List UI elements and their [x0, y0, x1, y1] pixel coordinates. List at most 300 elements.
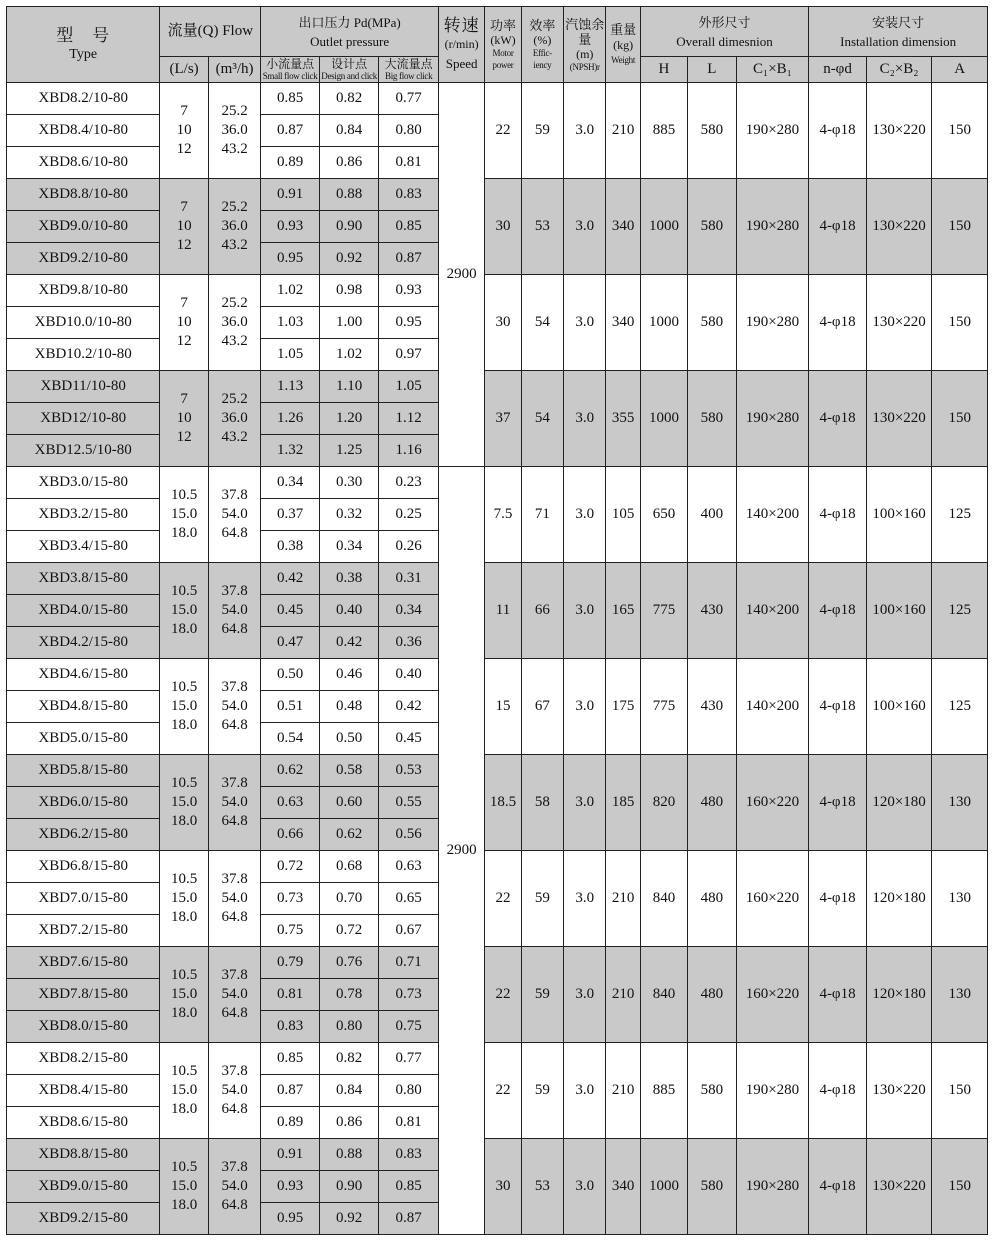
- header-install: [809, 7, 988, 57]
- flow-ls-cell-value: 18.0: [170, 813, 198, 829]
- header-col-c2b2: C₂×B₂: [866, 57, 932, 83]
- pressure-small-cell: 0.81: [261, 979, 320, 1011]
- pressure-small-cell: 0.72: [261, 851, 320, 883]
- flow-m3h-cell: [208, 563, 260, 659]
- eff-cell: 59: [521, 1043, 563, 1139]
- pressure-small-cell: 0.73: [261, 883, 320, 915]
- pressure-design-cell: 1.00: [319, 307, 379, 339]
- flow-m3h-cell-value: 37.8: [221, 1063, 248, 1079]
- flow-m3h-cell-value: 54.0: [221, 1082, 248, 1098]
- pressure-design-cell: 0.82: [319, 83, 379, 115]
- flow-m3h-cell-value: 37.8: [221, 583, 248, 599]
- pressure-big-cell: 0.87: [379, 1203, 439, 1235]
- flow-ls-cell-value: 10: [176, 314, 192, 330]
- pressure-design-cell: 0.82: [319, 1043, 379, 1075]
- flow-ls-cell-value: 12: [176, 333, 192, 349]
- type-cell: XBD7.2/15-80: [7, 915, 160, 947]
- type-cell: XBD8.6/10-80: [7, 147, 160, 179]
- flow-ls-cell-value: 18.0: [170, 717, 198, 733]
- pressure-design-cell: 0.62: [319, 819, 379, 851]
- flow-m3h-cell-value: 25.2: [221, 391, 248, 407]
- pressure-design-cell: 1.02: [319, 339, 379, 371]
- flow-ls-cell-value: 15.0: [170, 1178, 198, 1194]
- header-eff-en1: Effic-: [532, 48, 552, 58]
- pressure-small-cell: 0.93: [261, 211, 320, 243]
- flow-ls-cell-value: 10.5: [170, 583, 198, 599]
- h-cell: 885: [640, 83, 687, 179]
- header-small-en: Small flow click: [262, 70, 318, 81]
- l-cell: 580: [688, 1139, 736, 1235]
- c2b2-cell: 120×180: [866, 947, 932, 1043]
- flow-m3h-cell-value: 43.2: [221, 141, 248, 157]
- pressure-small-cell: 0.85: [261, 1043, 320, 1075]
- flow-ls-cell-value: 10: [176, 218, 192, 234]
- pressure-big-cell: 0.87: [379, 243, 439, 275]
- nphid-cell: 4-φ18: [809, 1139, 867, 1235]
- pressure-small-cell: 1.03: [261, 307, 320, 339]
- eff-cell: 59: [521, 851, 563, 947]
- pressure-big-cell: 0.83: [379, 1139, 439, 1171]
- power-cell: 30: [485, 275, 521, 371]
- type-cell: XBD8.2/15-80: [7, 1043, 160, 1075]
- flow-m3h-cell-value: 36.0: [221, 314, 248, 330]
- pressure-small-cell: 0.91: [261, 179, 320, 211]
- flow-ls-cell: [160, 275, 208, 371]
- type-cell: XBD9.2/10-80: [7, 243, 160, 275]
- type-cell: XBD10.2/10-80: [7, 339, 160, 371]
- weight-cell: 175: [606, 659, 640, 755]
- header-big-zh: 大流量点: [384, 56, 433, 71]
- eff-cell: 58: [521, 755, 563, 851]
- header-col-h: H: [640, 57, 687, 83]
- type-cell: XBD8.8/15-80: [7, 1139, 160, 1171]
- h-cell: 775: [640, 563, 687, 659]
- a-cell: 150: [932, 275, 988, 371]
- flow-ls-cell-value: 15.0: [170, 890, 198, 906]
- a-cell: 130: [932, 851, 988, 947]
- flow-ls-cell: [160, 467, 208, 563]
- header-speed: [438, 7, 484, 83]
- c1b1-cell: 160×220: [736, 755, 809, 851]
- header-type: [7, 7, 160, 83]
- eff-cell: 59: [521, 947, 563, 1043]
- header-speed-en: Speed: [445, 56, 478, 71]
- flow-ls-cell-value: 15.0: [170, 506, 198, 522]
- weight-cell: 340: [606, 179, 640, 275]
- pressure-big-cell: 0.67: [379, 915, 439, 947]
- h-cell: 1000: [640, 179, 687, 275]
- flow-ls-cell-value: 18.0: [170, 525, 198, 541]
- pressure-big-cell: 0.34: [379, 595, 439, 627]
- header-weight-zh: 重量: [610, 22, 637, 37]
- type-cell: XBD6.2/15-80: [7, 819, 160, 851]
- pressure-big-cell: 0.65: [379, 883, 439, 915]
- type-cell: XBD4.2/15-80: [7, 627, 160, 659]
- flow-ls-cell-value: 10.5: [170, 967, 198, 983]
- pressure-design-cell: 0.86: [319, 147, 379, 179]
- flow-ls-cell: [160, 659, 208, 755]
- l-cell: 580: [688, 1043, 736, 1139]
- header-flow-ls: (L/s): [160, 57, 208, 83]
- pressure-big-cell: 1.05: [379, 371, 439, 403]
- flow-ls-cell-value: 12: [176, 141, 192, 157]
- npsh-cell: 3.0: [564, 659, 606, 755]
- pressure-big-cell: 0.42: [379, 691, 439, 723]
- pressure-small-cell: 0.89: [261, 147, 320, 179]
- pressure-big-cell: 0.36: [379, 627, 439, 659]
- type-cell: XBD5.0/15-80: [7, 723, 160, 755]
- a-cell: 150: [932, 179, 988, 275]
- pressure-small-cell: 0.50: [261, 659, 320, 691]
- header-overall-zh: 外形尺寸: [698, 14, 751, 30]
- c1b1-cell: 140×200: [736, 659, 809, 755]
- flow-m3h-cell-value: 43.2: [221, 333, 248, 349]
- flow-ls-cell-value: 10.5: [170, 871, 198, 887]
- a-cell: 150: [932, 1139, 988, 1235]
- a-cell: 150: [932, 83, 988, 179]
- pressure-small-cell: 0.83: [261, 1011, 320, 1043]
- table-row: [7, 83, 988, 115]
- power-cell: 22: [485, 947, 521, 1043]
- table-row: [7, 1043, 988, 1075]
- weight-cell: 340: [606, 275, 640, 371]
- flow-ls-cell: [160, 83, 208, 179]
- flow-m3h-cell: [208, 1043, 260, 1139]
- power-cell: 11: [485, 563, 521, 659]
- eff-cell: 54: [521, 371, 563, 467]
- flow-m3h-cell-value: 37.8: [221, 1159, 248, 1175]
- npsh-cell: 3.0: [564, 1043, 606, 1139]
- flow-ls-cell-value: 15.0: [170, 602, 198, 618]
- l-cell: 480: [688, 947, 736, 1043]
- pressure-design-cell: 1.25: [319, 435, 379, 467]
- flow-m3h-cell: [208, 179, 260, 275]
- weight-cell: 210: [606, 947, 640, 1043]
- pressure-small-cell: 0.79: [261, 947, 320, 979]
- pressure-big-cell: 0.77: [379, 1043, 439, 1075]
- header-pressure: [261, 7, 439, 57]
- pressure-big-cell: 0.45: [379, 723, 439, 755]
- type-cell: XBD7.6/15-80: [7, 947, 160, 979]
- npsh-cell: 3.0: [564, 179, 606, 275]
- flow-m3h-cell-value: 64.8: [221, 717, 248, 733]
- flow-m3h-cell-value: 25.2: [221, 103, 248, 119]
- type-cell: XBD3.8/15-80: [7, 563, 160, 595]
- a-cell: 125: [932, 659, 988, 755]
- l-cell: 580: [688, 371, 736, 467]
- header-type-zh: 型 号: [56, 25, 111, 45]
- flow-m3h-cell: [208, 851, 260, 947]
- flow-m3h-cell-value: 25.2: [221, 199, 248, 215]
- pressure-design-cell: 0.90: [319, 211, 379, 243]
- pressure-design-cell: 0.42: [319, 627, 379, 659]
- flow-ls-cell: [160, 755, 208, 851]
- pressure-small-cell: 0.85: [261, 83, 320, 115]
- flow-ls-cell: [160, 563, 208, 659]
- table-row: [7, 659, 988, 691]
- flow-ls-cell-value: 18.0: [170, 1101, 198, 1117]
- nphid-cell: 4-φ18: [809, 371, 867, 467]
- flow-m3h-cell: [208, 755, 260, 851]
- c1b1-cell: 160×220: [736, 947, 809, 1043]
- header-eff-zh: 效率: [529, 18, 556, 33]
- flow-m3h-cell-value: 64.8: [221, 1197, 248, 1213]
- header-speed-unit: (r/min): [444, 37, 479, 51]
- npsh-cell: 3.0: [564, 371, 606, 467]
- table-row: [7, 1139, 988, 1171]
- eff-cell: 53: [521, 179, 563, 275]
- pressure-design-cell: 0.34: [319, 531, 379, 563]
- flow-ls-cell-value: 10.5: [170, 1159, 198, 1175]
- npsh-cell: 3.0: [564, 755, 606, 851]
- flow-m3h-cell-value: 37.8: [221, 967, 248, 983]
- l-cell: 480: [688, 851, 736, 947]
- header-col-a: A: [932, 57, 988, 83]
- type-cell: XBD8.6/15-80: [7, 1107, 160, 1139]
- flow-ls-cell-value: 18.0: [170, 1197, 198, 1213]
- power-cell: 37: [485, 371, 521, 467]
- header-design-zh: 设计点: [331, 56, 368, 71]
- flow-m3h-cell-value: 54.0: [221, 890, 248, 906]
- table-row: [7, 179, 988, 211]
- h-cell: 775: [640, 659, 687, 755]
- flow-ls-cell-value: 7: [180, 295, 188, 311]
- eff-cell: 67: [521, 659, 563, 755]
- pressure-small-cell: 0.87: [261, 115, 320, 147]
- flow-m3h-cell-value: 36.0: [221, 122, 248, 138]
- c2b2-cell: 130×220: [866, 179, 932, 275]
- c1b1-cell: 190×280: [736, 83, 809, 179]
- nphid-cell: 4-φ18: [809, 1043, 867, 1139]
- pressure-big-cell: 0.56: [379, 819, 439, 851]
- flow-ls-cell: [160, 1043, 208, 1139]
- pressure-design-cell: 0.78: [319, 979, 379, 1011]
- c2b2-cell: 120×180: [866, 851, 932, 947]
- pressure-small-cell: 0.62: [261, 755, 320, 787]
- flow-m3h-cell-value: 54.0: [221, 1178, 248, 1194]
- header-eff-en2: iency: [533, 60, 552, 70]
- nphid-cell: 4-φ18: [809, 275, 867, 371]
- header-pressure-en: Outlet pressure: [310, 33, 390, 49]
- flow-m3h-cell: [208, 371, 260, 467]
- flow-m3h-cell: [208, 467, 260, 563]
- pressure-small-cell: 1.13: [261, 371, 320, 403]
- type-cell: XBD9.0/15-80: [7, 1171, 160, 1203]
- nphid-cell: 4-φ18: [809, 947, 867, 1043]
- flow-m3h-cell-value: 64.8: [221, 1005, 248, 1021]
- header-overall: [640, 7, 809, 57]
- c1b1-cell: 190×280: [736, 179, 809, 275]
- flow-ls-cell-value: 15.0: [170, 698, 198, 714]
- type-cell: XBD10.0/10-80: [7, 307, 160, 339]
- table-body: [7, 83, 988, 1235]
- npsh-cell: 3.0: [564, 83, 606, 179]
- h-cell: 885: [640, 1043, 687, 1139]
- c2b2-cell: 130×220: [866, 371, 932, 467]
- header-weight: [606, 7, 640, 83]
- flow-ls-cell-value: 15.0: [170, 986, 198, 1002]
- pressure-big-cell: 0.97: [379, 339, 439, 371]
- flow-ls-cell-value: 12: [176, 237, 192, 253]
- npsh-cell: 3.0: [564, 275, 606, 371]
- weight-cell: 210: [606, 83, 640, 179]
- flow-m3h-cell-value: 37.8: [221, 871, 248, 887]
- c1b1-cell: 190×280: [736, 1043, 809, 1139]
- flow-m3h-cell: [208, 1139, 260, 1235]
- pressure-design-cell: 0.46: [319, 659, 379, 691]
- pressure-small-cell: 1.26: [261, 403, 320, 435]
- flow-m3h-cell-value: 36.0: [221, 410, 248, 426]
- header-power: [485, 7, 521, 83]
- header-flow: 流量(Q) Flow: [160, 7, 261, 57]
- type-cell: XBD3.2/15-80: [7, 499, 160, 531]
- table-row: [7, 275, 988, 307]
- pressure-design-cell: 0.76: [319, 947, 379, 979]
- weight-cell: 210: [606, 1043, 640, 1139]
- pressure-design-cell: 0.88: [319, 179, 379, 211]
- eff-cell: 54: [521, 275, 563, 371]
- weight-cell: 355: [606, 371, 640, 467]
- flow-ls-cell: [160, 947, 208, 1043]
- pressure-small-cell: 0.63: [261, 787, 320, 819]
- type-cell: XBD8.2/10-80: [7, 83, 160, 115]
- pressure-design-cell: 0.92: [319, 243, 379, 275]
- header-overall-en: Overall dimesnion: [676, 33, 773, 49]
- flow-m3h-cell-value: 64.8: [221, 1101, 248, 1117]
- pressure-big-cell: 0.83: [379, 179, 439, 211]
- header-type-en: Type: [69, 46, 98, 62]
- flow-m3h-cell-value: 64.8: [221, 813, 248, 829]
- nphid-cell: 4-φ18: [809, 83, 867, 179]
- speed-cell: 2900: [438, 83, 484, 467]
- pump-spec-table: [6, 6, 988, 1235]
- header-big-flow: [379, 57, 439, 83]
- flow-ls-cell-value: 12: [176, 429, 192, 445]
- header-speed-zh: 转速: [443, 16, 480, 35]
- flow-ls-cell-value: 10.5: [170, 1063, 198, 1079]
- header-power-unit: (kW): [490, 33, 516, 47]
- c2b2-cell: 100×160: [866, 659, 932, 755]
- pressure-big-cell: 0.81: [379, 147, 439, 179]
- flow-m3h-cell-value: 64.8: [221, 525, 248, 541]
- type-cell: XBD4.6/15-80: [7, 659, 160, 691]
- header-power-en2: power: [492, 60, 514, 70]
- header-flow-m3h: (m³/h): [208, 57, 260, 83]
- c1b1-cell: 140×200: [736, 563, 809, 659]
- header-design-en: Design and click: [321, 70, 377, 81]
- flow-m3h-cell-value: 64.8: [221, 621, 248, 637]
- c2b2-cell: 120×180: [866, 755, 932, 851]
- l-cell: 580: [688, 275, 736, 371]
- pressure-design-cell: 0.38: [319, 563, 379, 595]
- pressure-big-cell: 0.40: [379, 659, 439, 691]
- pressure-design-cell: 0.86: [319, 1107, 379, 1139]
- eff-cell: 71: [521, 467, 563, 563]
- pressure-design-cell: 1.20: [319, 403, 379, 435]
- eff-cell: 53: [521, 1139, 563, 1235]
- pressure-big-cell: 0.31: [379, 563, 439, 595]
- c2b2-cell: 100×160: [866, 563, 932, 659]
- l-cell: 430: [688, 659, 736, 755]
- pressure-big-cell: 0.71: [379, 947, 439, 979]
- pressure-design-cell: 0.70: [319, 883, 379, 915]
- pressure-small-cell: 0.89: [261, 1107, 320, 1139]
- a-cell: 130: [932, 947, 988, 1043]
- flow-m3h-cell-value: 64.8: [221, 909, 248, 925]
- flow-ls-cell-value: 10: [176, 410, 192, 426]
- nphid-cell: 4-φ18: [809, 563, 867, 659]
- power-cell: 22: [485, 851, 521, 947]
- type-cell: XBD6.0/15-80: [7, 787, 160, 819]
- table-row: [7, 947, 988, 979]
- pressure-big-cell: 0.26: [379, 531, 439, 563]
- pressure-small-cell: 0.66: [261, 819, 320, 851]
- header-pressure-zh: 出口压力 Pd(MPa): [298, 14, 401, 30]
- h-cell: 1000: [640, 1139, 687, 1235]
- nphid-cell: 4-φ18: [809, 467, 867, 563]
- pressure-design-cell: 0.84: [319, 1075, 379, 1107]
- pressure-design-cell: 0.92: [319, 1203, 379, 1235]
- npsh-cell: 3.0: [564, 467, 606, 563]
- table-row: [7, 371, 988, 403]
- type-cell: XBD7.0/15-80: [7, 883, 160, 915]
- flow-m3h-cell: [208, 659, 260, 755]
- c1b1-cell: 190×280: [736, 371, 809, 467]
- pressure-small-cell: 0.87: [261, 1075, 320, 1107]
- header-install-zh: 安装尺寸: [872, 14, 925, 30]
- pressure-design-cell: 0.88: [319, 1139, 379, 1171]
- power-cell: 7.5: [485, 467, 521, 563]
- pressure-big-cell: 0.53: [379, 755, 439, 787]
- pressure-design-cell: 0.72: [319, 915, 379, 947]
- l-cell: 400: [688, 467, 736, 563]
- pressure-small-cell: 1.02: [261, 275, 320, 307]
- eff-cell: 66: [521, 563, 563, 659]
- h-cell: 1000: [640, 275, 687, 371]
- pressure-small-cell: 0.75: [261, 915, 320, 947]
- pressure-small-cell: 0.51: [261, 691, 320, 723]
- header-col-l: L: [688, 57, 736, 83]
- flow-ls-cell-value: 10.5: [170, 487, 198, 503]
- flow-m3h-cell-value: 54.0: [221, 794, 248, 810]
- type-cell: XBD3.4/15-80: [7, 531, 160, 563]
- h-cell: 840: [640, 851, 687, 947]
- flow-m3h-cell-value: 54.0: [221, 698, 248, 714]
- nphid-cell: 4-φ18: [809, 659, 867, 755]
- pressure-big-cell: 1.16: [379, 435, 439, 467]
- a-cell: 150: [932, 371, 988, 467]
- pressure-big-cell: 0.73: [379, 979, 439, 1011]
- eff-cell: 59: [521, 83, 563, 179]
- pressure-big-cell: 0.81: [379, 1107, 439, 1139]
- table-row: [7, 755, 988, 787]
- type-cell: XBD4.8/15-80: [7, 691, 160, 723]
- l-cell: 430: [688, 563, 736, 659]
- pressure-design-cell: 0.80: [319, 1011, 379, 1043]
- pressure-design-cell: 0.48: [319, 691, 379, 723]
- type-cell: XBD8.4/10-80: [7, 115, 160, 147]
- header-power-en1: Motor: [492, 48, 514, 58]
- flow-m3h-cell-value: 54.0: [221, 602, 248, 618]
- power-cell: 30: [485, 179, 521, 275]
- table-row: [7, 851, 988, 883]
- pressure-big-cell: 0.93: [379, 275, 439, 307]
- c2b2-cell: 130×220: [866, 83, 932, 179]
- flow-ls-cell-value: 18.0: [170, 621, 198, 637]
- table-row: [7, 467, 988, 499]
- pressure-design-cell: 0.32: [319, 499, 379, 531]
- pressure-big-cell: 0.80: [379, 115, 439, 147]
